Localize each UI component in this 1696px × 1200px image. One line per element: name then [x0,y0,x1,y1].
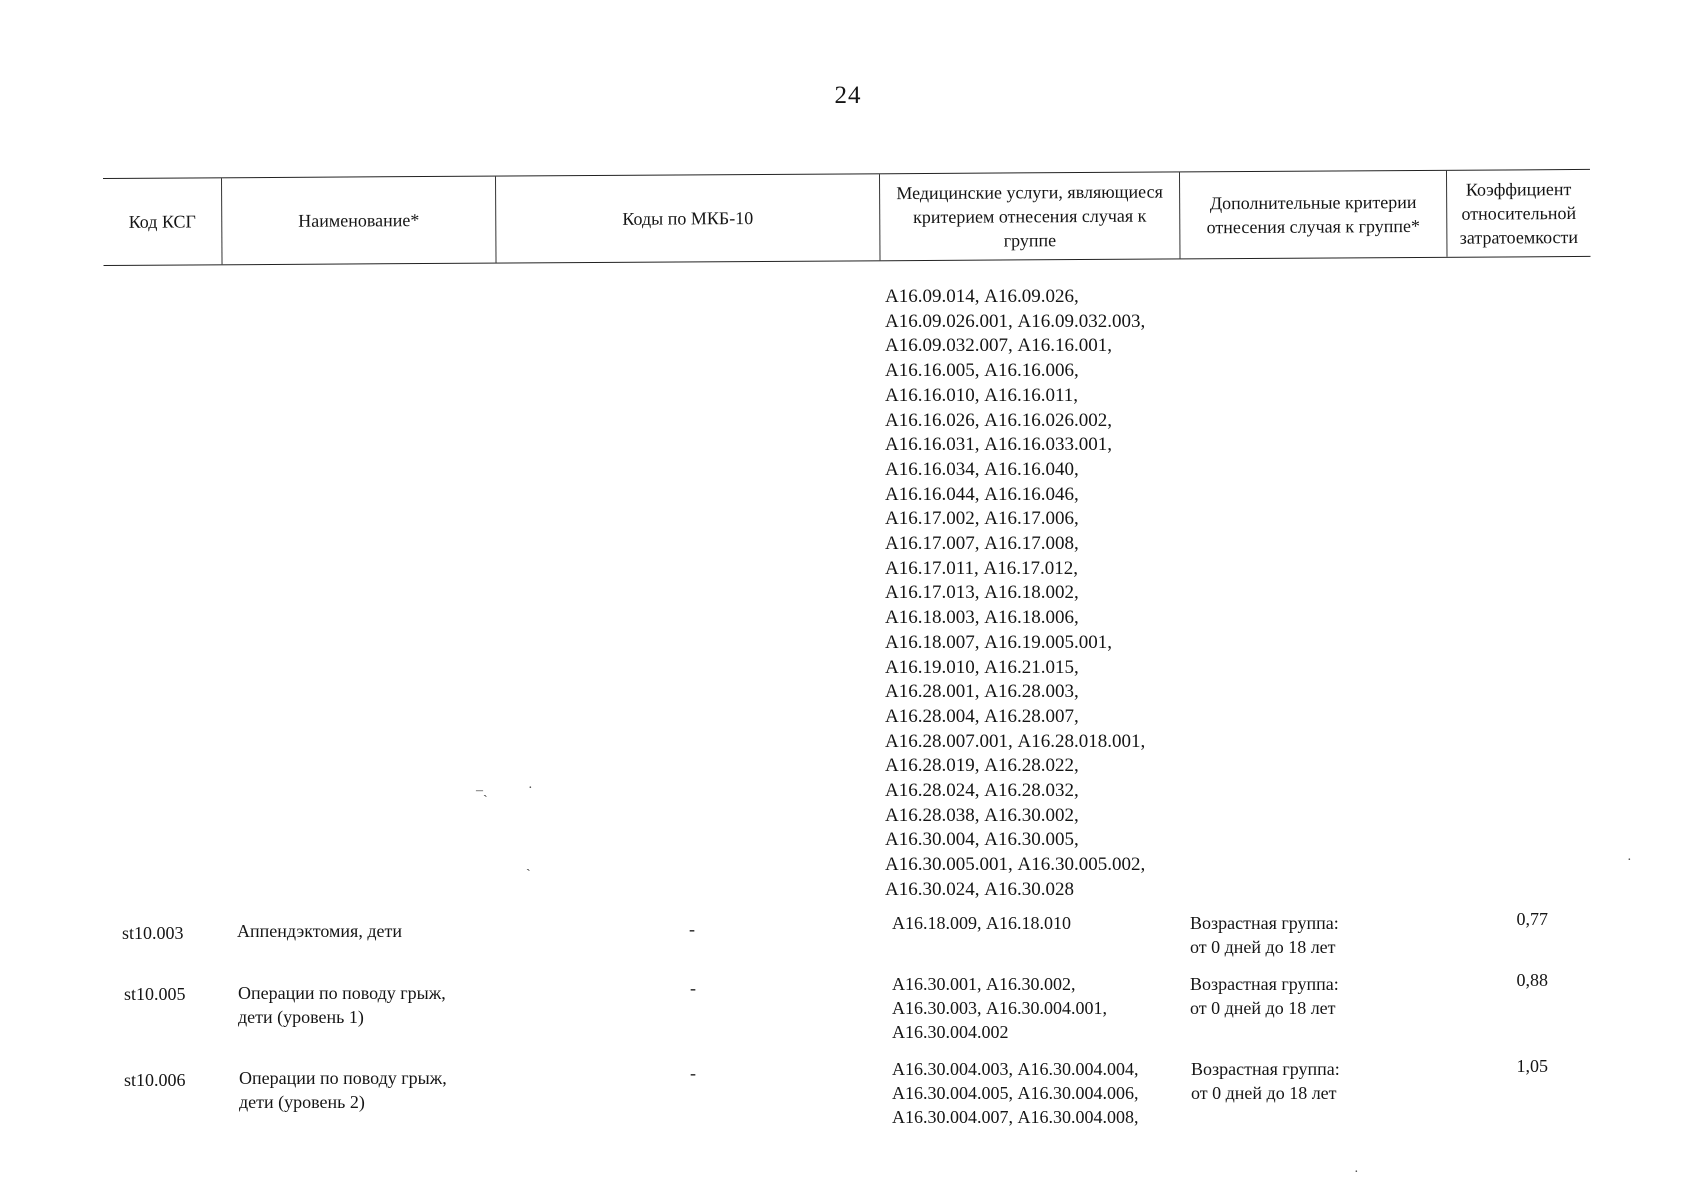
scan-mark: · [1627,853,1632,868]
row-2-coefficient: 0,88 [1516,970,1548,990]
row-2-services: А16.30.001, А16.30.002, А16.30.003, А16.30.004.001, А16.30.004.002 [892,974,1107,1042]
row-1-name: Аппендэктомия, дети [237,921,402,941]
header-ksg-code: Код КСГ [128,211,196,232]
row-2-mkb: - [690,978,696,998]
table-header [103,169,1591,266]
header-cost-coefficient: Коэффициент относительной затратоемкости [1446,170,1591,257]
scan-mark: · [528,781,533,796]
continued-services-list: А16.09.014, А16.09.026, А16.09.026.001, А16.09.032.003, А16.09.032.007, А16.16.001, А16.16.005, А16.16.006, А16.16.010, А16.16.011, А16.16.026, А16.16.026.002, А16.16.031, А16.16.033.001, А16.16.034, А16.16.040, А16.16.044, А16.16.046, А16.17.002, А16.17.006, А16.17.007, А16.17.008, А16.17.011, А16.17.012, А16.17.013, А16.18.002, А16.18.003, А16.18.006, А16.18.007, А16.19.005.001, А16.19.010, А16.21.015, А16.28.001, А16.28.003, А16.28.004, А16.28.007, А16.28.007.001, А16.28.018.001, А16.28.019, А16.28.022, А16.28.024, А16.28.032, А16.28.038, А16.30.002, А16.30.004, А16.30.005, А16.30.005.001, А16.30.005.002, А16.30.024, А16.30.028 [885,286,1146,900]
header-mkb-codes: Коды по МКБ-10 [495,174,880,262]
scan-mark: ˏ [526,857,531,872]
row-3-mkb: - [690,1063,696,1083]
scan-mark: ‒ˏ [476,783,488,798]
header-additional-criteria: Дополнительные критерии отнесения случая к группе* [1179,171,1447,259]
row-2-code: st10.005 [124,984,186,1004]
row-3-name: Операции по поводу грыж, дети (уровень 2) [239,1068,447,1112]
row-1-coefficient: 0,77 [1516,909,1548,929]
scan-mark: · [1354,1165,1359,1180]
row-3-coefficient: 1,05 [1516,1056,1548,1076]
row-1-code: st10.003 [122,923,184,943]
row-1-criteria: Возрастная группа: от 0 дней до 18 лет [1190,913,1339,957]
header-medical-services: Медицинские услуги, являющиеся критерием отнесения случая к группе [879,172,1180,260]
header-name: Наименование* [221,177,496,265]
row-2-name: Операции по поводу грыж, дети (уровень 1) [238,983,446,1027]
row-1-mkb: - [689,919,695,939]
row-3-criteria: Возрастная группа: от 0 дней до 18 лет [1191,1059,1340,1103]
row-3-services: А16.30.004.003, А16.30.004.004, А16.30.004.005, А16.30.004.006, А16.30.004.007, А16.30.004.008, [892,1059,1139,1127]
row-3-code: st10.006 [124,1070,186,1090]
page-number: 24 [834,82,862,109]
row-2-criteria: Возрастная группа: от 0 дней до 18 лет [1190,974,1339,1018]
row-1-services: А16.18.009, А16.18.010 [892,913,1071,933]
